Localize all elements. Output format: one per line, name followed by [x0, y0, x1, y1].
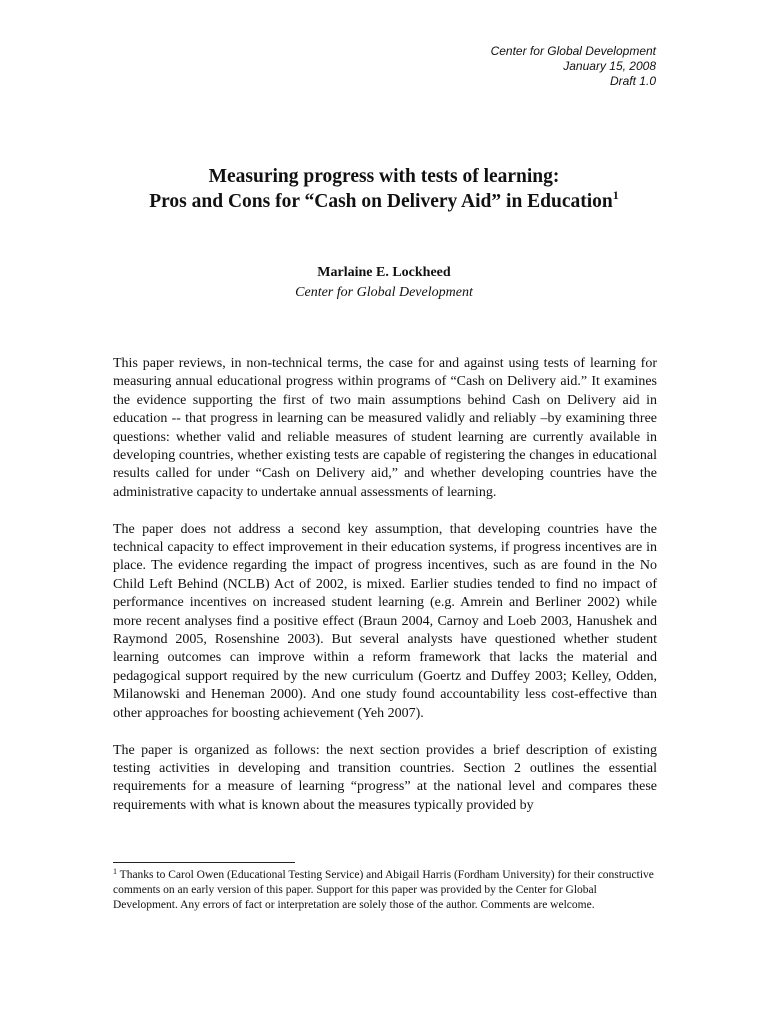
header-draft: Draft 1.0 [609, 74, 656, 88]
body-text [113, 355, 657, 815]
footnote-divider [113, 862, 295, 863]
footnote-mark: 1 [113, 867, 117, 876]
author-block [0, 263, 768, 303]
title-line-1: Measuring progress with tests of learning: [208, 166, 560, 187]
paper-title [0, 164, 768, 214]
header-date: January 15, 2008 [563, 59, 656, 73]
author-name: Marlaine E. Lockheed [317, 265, 451, 280]
paragraph-2: The paper does not address a second key assumption, that developing countries have the technical capacity to effect improvement in their education systems, if progress incentives are in place. The evidence regarding the impact of progress incentives, such as are found in the No Child Left Behind (NCLB) Act of 2002, is mixed. Earlier studies tended to find no impact of performance incentives on increased student learning (e.g. Amrein and Berliner 2002) while more recent analyses find a positive effect (Braun 2004, Carnoy and Loeb 2003, Hanushek and Raymond 2005, Rosenshine 2003). But several analysts have questioned whether student learning outcomes can improve within a reform framework that lacks the material and pedagogical support required by the new curriculum (Goertz and Duffey 2003; Kelley, Odden, Milanowski and Heneman 2000). And one study found accountability less cost-effective than other approaches for boosting achievement (Yeh 2007). [113, 521, 657, 721]
title-footnote-mark: 1 [612, 188, 619, 202]
author-affiliation: Center for Global Development [295, 285, 473, 300]
header-organization: Center for Global Development [490, 44, 656, 58]
title-line-2-text: Pros and Cons for “Cash on Delivery Aid” in Education [149, 191, 613, 212]
title-line-2 [0, 189, 768, 214]
page-header [491, 44, 656, 89]
paragraph-3: The paper is organized as follows: the next section provides a brief description of existing testing activities in developing and transition countries. Section 2 outlines the essential requirements for a measure of learning “progress” at the national level and compares these requirements with what is known about the measures typically provided by [113, 742, 657, 813]
footnote [113, 868, 657, 914]
footnote-text: Thanks to Carol Owen (Educational Testing Service) and Abigail Harris (Fordham University) for their constructive comments on an early version of this paper. Support for this paper was provided by the Center for Global Development. Any errors of fact or interpretation are solely those of the author. Comments are welcome. [113, 869, 654, 912]
paragraph-1: This paper reviews, in non-technical terms, the case for and against using tests of learning for measuring annual educational progress within programs of “Cash on Delivery aid.” It examines the evidence supporting the first of two main assumptions behind Cash on Delivery aid in education -- that progress in learning can be measured validly and reliably –by examining three questions: whether valid and reliable measures of student learning are currently available in developing countries, whether existing tests are capable of registering the changes in educational results called for under “Cash on Delivery aid,” and whether developing countries have the administrative capacity to undertake annual assessments of learning. [113, 356, 657, 500]
